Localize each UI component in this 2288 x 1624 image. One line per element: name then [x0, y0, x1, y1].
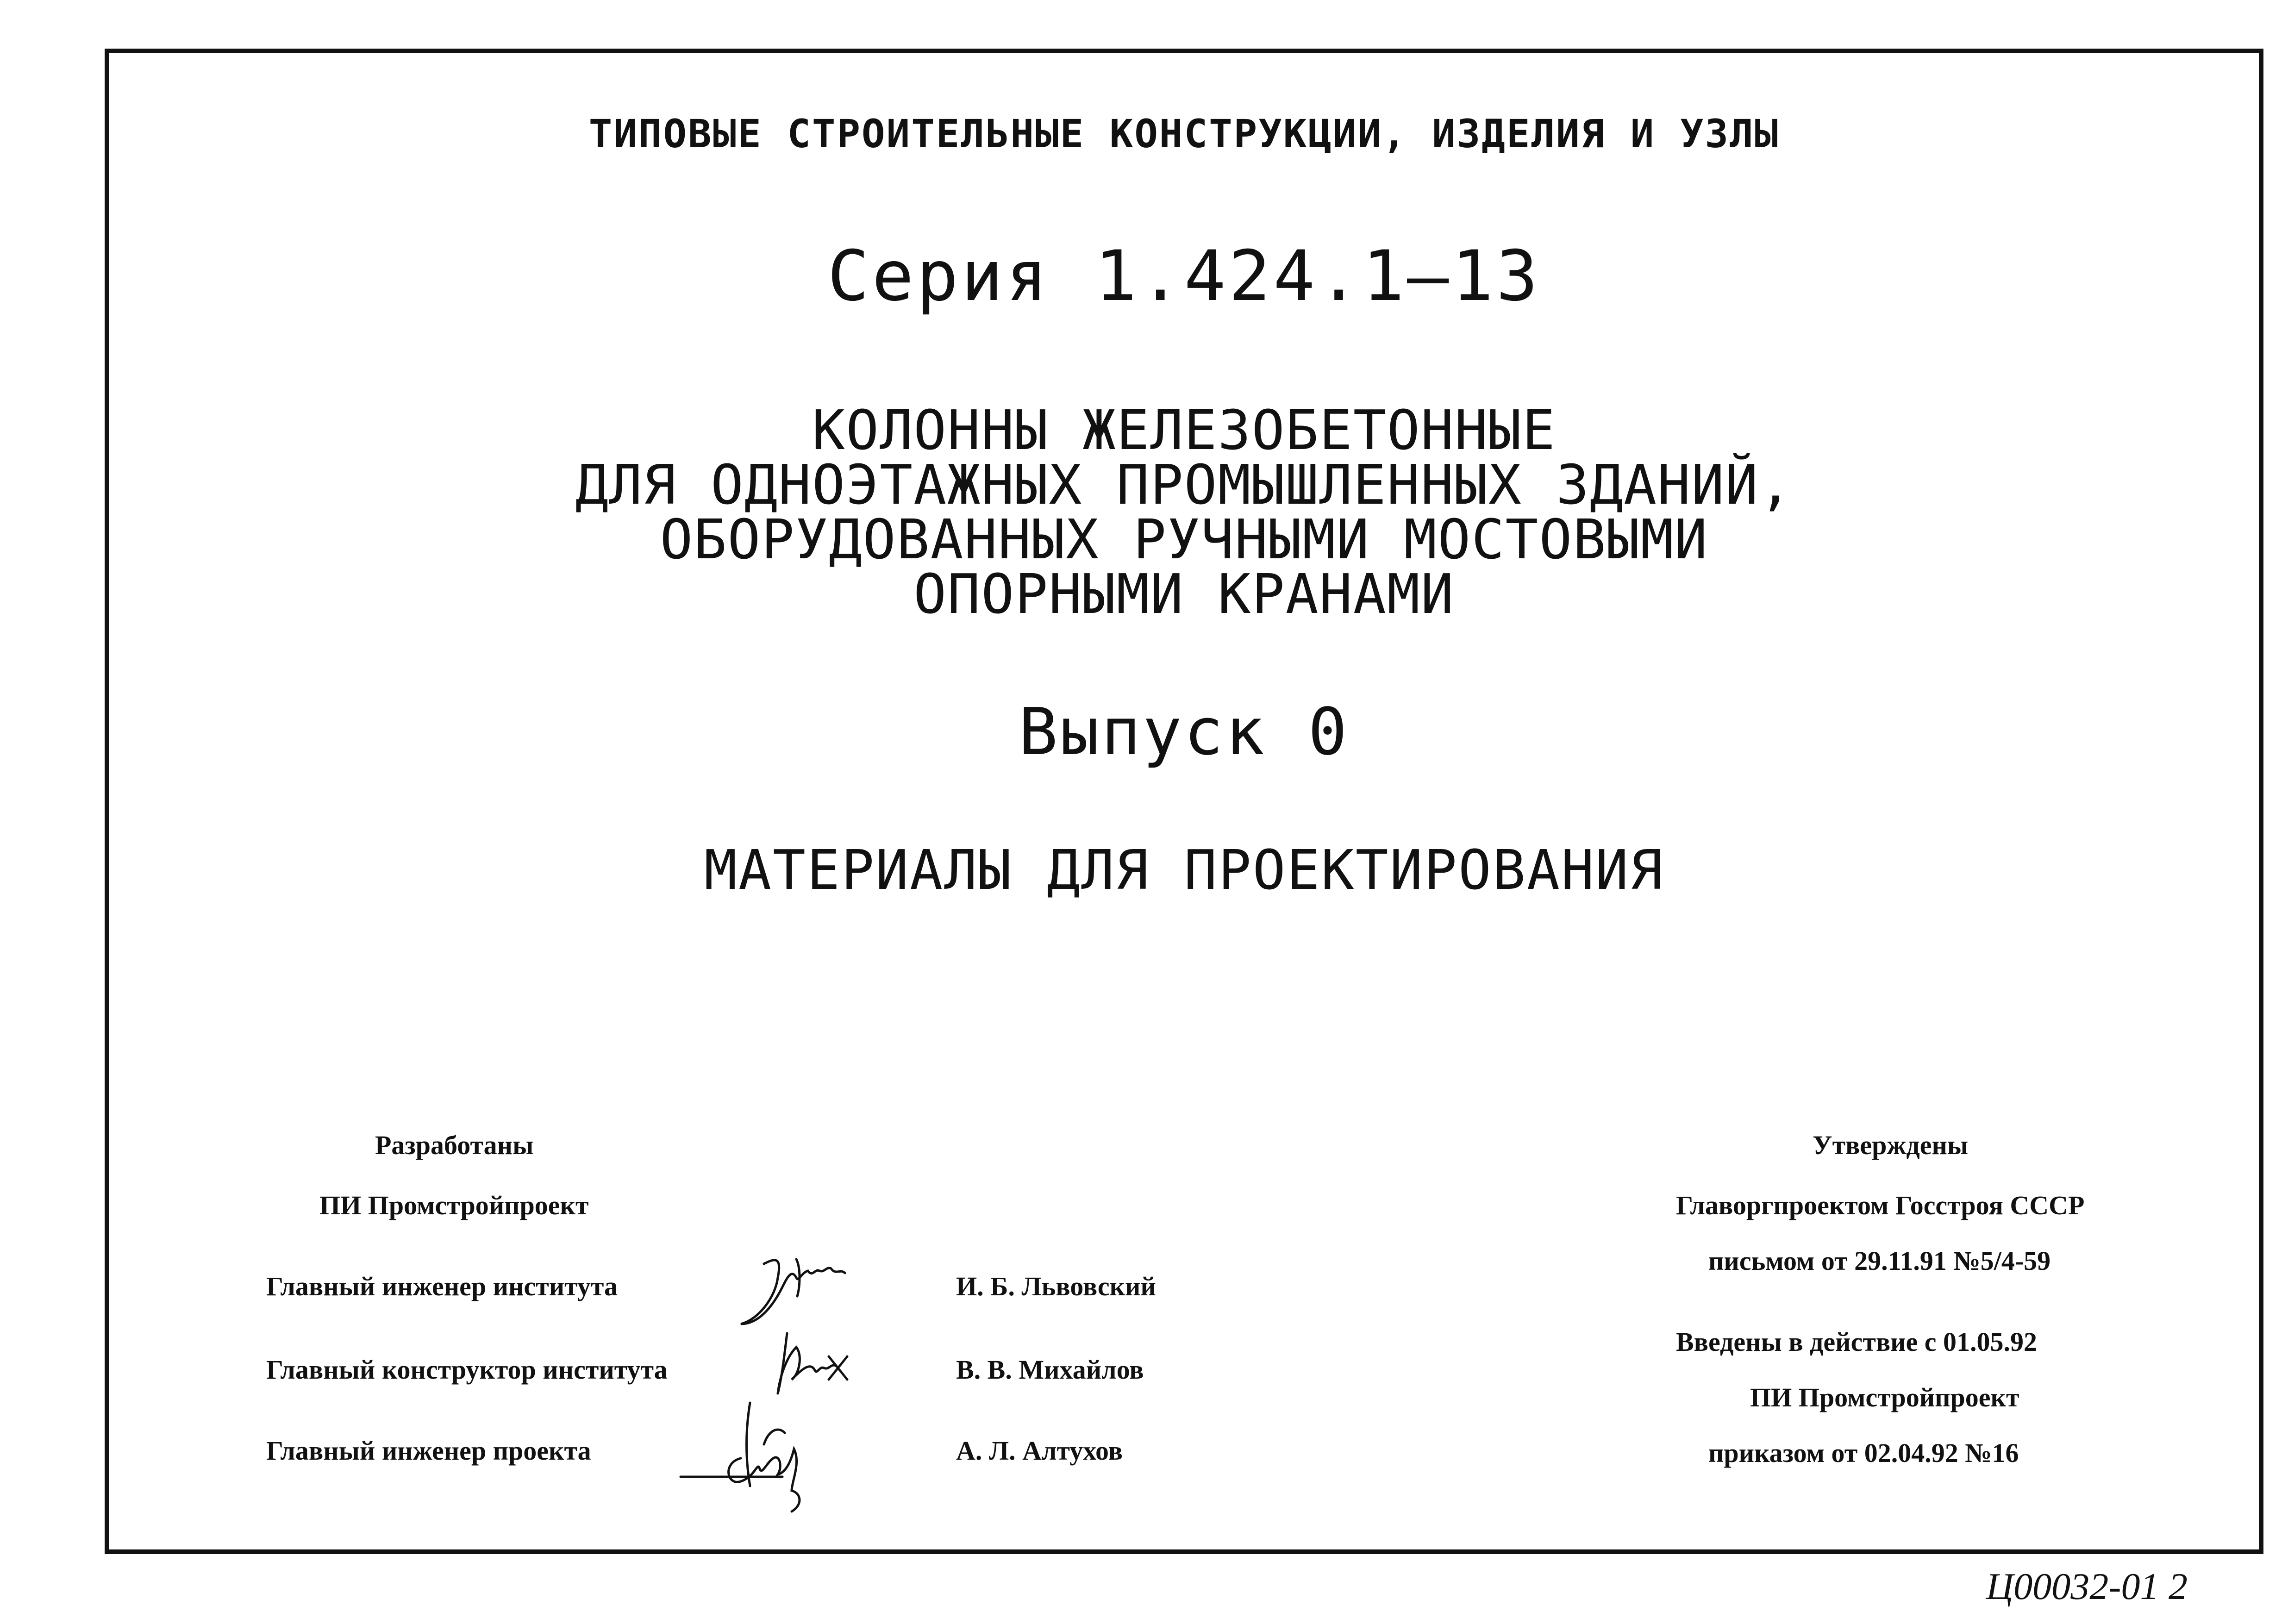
effective-date: Введены в действие с 01.05.92 — [1676, 1327, 2038, 1357]
signature-mikhaylov — [759, 1324, 861, 1403]
staff-role: Главный инженер института — [266, 1271, 618, 1301]
title-line: ДЛЯ ОДНОЭТАЖНЫХ ПРОМЫШЛЕННЫХ ЗДАНИЙ, — [575, 453, 1793, 517]
staff-name: И. Б. Львовский — [956, 1271, 1156, 1301]
series-number: Серия 1.424.1—13 — [827, 236, 1541, 317]
developed-label: Разработаны — [375, 1130, 534, 1160]
title-line: КОЛОННЫ ЖЕЛЕЗОБЕТОННЫЕ — [812, 398, 1556, 462]
approved-by: Главоргпроектом Госстроя СССР — [1676, 1190, 2085, 1220]
staff-name: А. Л. Алтухов — [956, 1436, 1123, 1466]
staff-role: Главный инженер проекта — [266, 1436, 591, 1466]
issue-subject: МАТЕРИАЛЫ ДЛЯ ПРОЕКТИРОВАНИЯ — [704, 838, 1664, 902]
series-category: ТИПОВЫЕ СТРОИТЕЛЬНЫЕ КОНСТРУКЦИИ, ИЗДЕЛИЯ И УЗЛЫ — [588, 111, 1780, 156]
effective-org: ПИ Промстройпроект — [1750, 1382, 2019, 1412]
signature-lvovsky — [731, 1250, 870, 1333]
developer-org: ПИ Промстройпроект — [319, 1190, 589, 1220]
signature-altukhov — [676, 1393, 843, 1514]
staff-name: В. В. Михайлов — [956, 1355, 1144, 1385]
title-line: ОБОРУДОВАННЫХ РУЧНЫМИ МОСТОВЫМИ — [660, 507, 1708, 571]
title-line: ОПОРНЫМИ КРАНАМИ — [913, 562, 1455, 626]
document-code: Ц00032-01 2 — [1986, 1565, 2188, 1607]
approved-label: Утверждены — [1813, 1130, 1969, 1160]
effective-order: приказом от 02.04.92 №16 — [1708, 1438, 2019, 1468]
staff-role: Главный конструктор института — [266, 1355, 668, 1385]
issue-number: Выпуск 0 — [1019, 694, 1350, 770]
approval-letter: письмом от 29.11.91 №5/4-59 — [1708, 1246, 2051, 1276]
document-title — [105, 398, 2263, 626]
